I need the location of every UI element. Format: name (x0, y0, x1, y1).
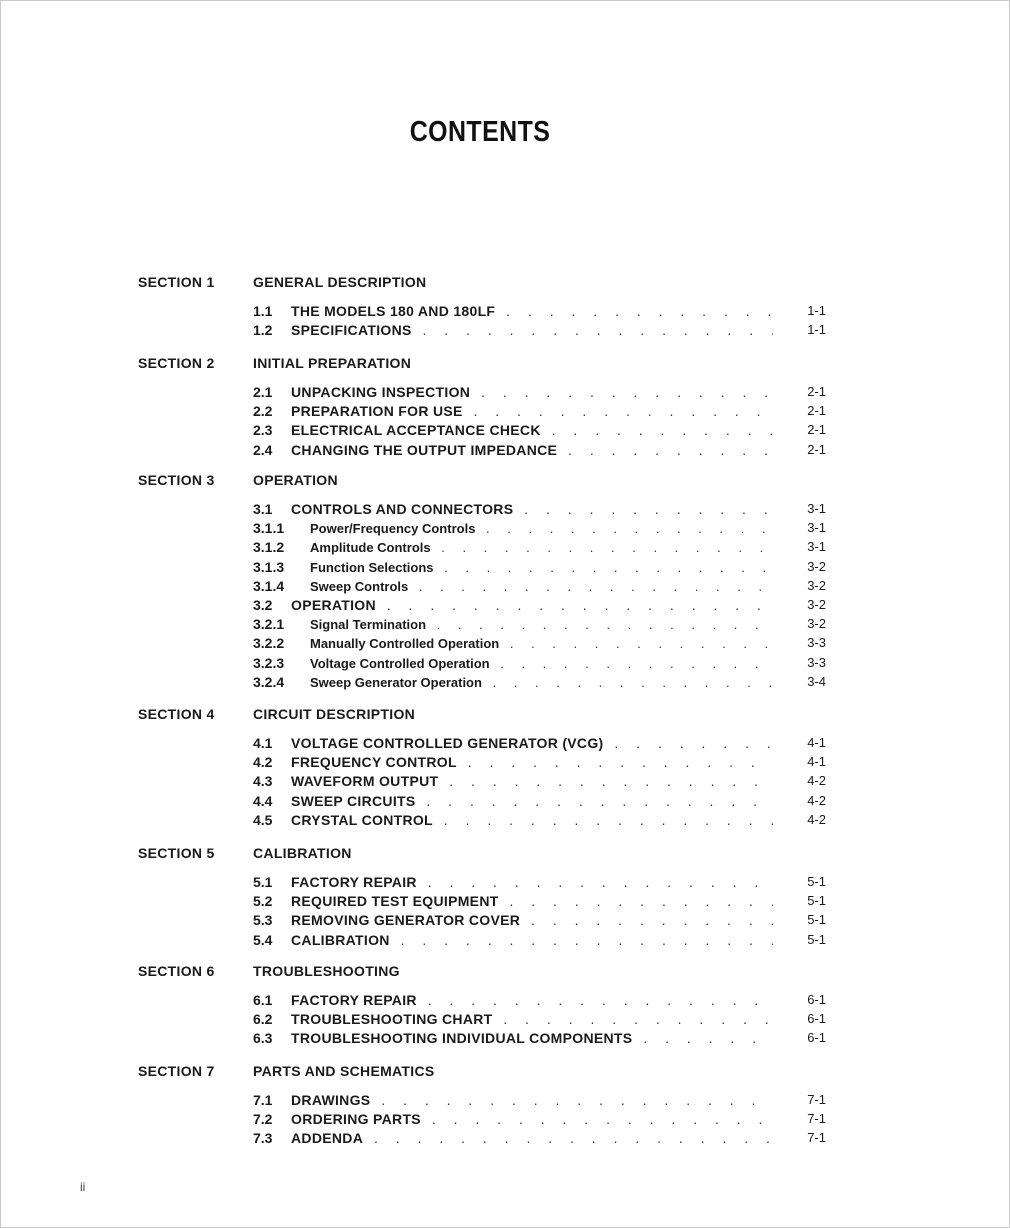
entry-number: 6.3 (253, 1030, 273, 1047)
entry-page-number: 5-1 (807, 931, 826, 947)
entry-number: 6.2 (253, 1011, 273, 1028)
toc-entry[interactable] (253, 635, 826, 654)
entry-page-number: 2-1 (807, 403, 826, 419)
toc-entry[interactable] (253, 874, 826, 893)
entry-number: 3.1.4 (253, 577, 285, 594)
toc-entry[interactable] (253, 539, 826, 558)
entry-title: FACTORY REPAIR . . . (291, 992, 773, 1008)
entry-title: Signal Termination . . . (310, 617, 773, 632)
section-label: SECTION 7 (138, 1063, 215, 1079)
entry-title: Function Selections . . . (310, 560, 773, 575)
toc-entry[interactable] (253, 1092, 826, 1111)
section-label: SECTION 2 (138, 355, 215, 371)
entry-page-number: 3-1 (807, 501, 826, 516)
section-title: GENERAL DESCRIPTION (253, 274, 427, 290)
entry-page-number: 5-1 (807, 893, 826, 909)
entry-title: CALIBRATION . . . (291, 932, 773, 948)
entry-title: CHANGING THE OUTPUT IMPEDANCE . . . (291, 442, 773, 458)
entry-title: TROUBLESHOOTING INDIVIDUAL COMPONENTS . . . (291, 1030, 773, 1046)
entry-title: OPERATION . . . (291, 597, 773, 613)
entry-number: 2.1 (253, 384, 273, 400)
entry-title: VOLTAGE CONTROLLED GENERATOR (VCG) . . . (291, 735, 773, 751)
toc-entry[interactable] (253, 754, 826, 773)
toc-entry[interactable] (253, 735, 826, 754)
entry-page-number: 6-1 (807, 992, 826, 1007)
entry-page-number: 4-2 (807, 773, 826, 789)
entry-number: 3.2.2 (253, 635, 285, 652)
toc-entry[interactable] (253, 403, 826, 422)
entry-number: 4.3 (253, 773, 273, 790)
toc-entry[interactable] (253, 893, 826, 912)
toc-entry[interactable] (253, 597, 826, 616)
entry-page-number: 5-1 (807, 874, 826, 889)
toc-entry[interactable] (253, 912, 826, 931)
entry-number: 6.1 (253, 992, 273, 1008)
entry-number: 2.3 (253, 422, 273, 439)
entry-number: 7.1 (253, 1092, 273, 1108)
toc-entry[interactable] (253, 520, 826, 539)
entry-number: 4.2 (253, 754, 273, 771)
toc-entry[interactable] (253, 812, 826, 831)
entry-page-number: 4-2 (807, 811, 826, 827)
toc-entry[interactable] (253, 578, 826, 597)
entry-page-number: 3-1 (807, 520, 826, 536)
entry-title: CRYSTAL CONTROL . . . (291, 812, 773, 828)
toc-entry[interactable] (253, 501, 826, 520)
toc-entry[interactable] (253, 322, 826, 341)
section-label: SECTION 5 (138, 845, 215, 861)
entry-title: UNPACKING INSPECTION . . . (291, 384, 773, 400)
entry-number: 3.2.4 (253, 673, 285, 690)
entry-page-number: 6-1 (807, 1011, 826, 1027)
entry-number: 3.2 (253, 597, 273, 613)
entry-title: Sweep Controls . . . (310, 579, 773, 594)
toc-entry[interactable] (253, 793, 826, 812)
toc-entry[interactable] (253, 303, 826, 322)
entry-number: 4.4 (253, 792, 273, 809)
entry-page-number: 1-1 (807, 303, 826, 318)
section-title: CIRCUIT DESCRIPTION (253, 706, 416, 722)
toc-entry[interactable] (253, 442, 826, 461)
entry-title: SPECIFICATIONS . . . (291, 322, 773, 338)
entry-title: Manually Controlled Operation . . . (310, 636, 773, 651)
entry-number: 3.1.3 (253, 558, 285, 575)
entry-page-number: 4-2 (807, 792, 826, 808)
section-title: CALIBRATION (253, 845, 352, 861)
entry-page-number: 3-3 (807, 654, 826, 670)
entry-page-number: 1-1 (807, 322, 826, 338)
entry-page-number: 7-1 (807, 1111, 826, 1127)
entry-page-number: 3-1 (807, 539, 826, 555)
entry-title: REQUIRED TEST EQUIPMENT . . . (291, 893, 773, 909)
entry-title: FREQUENCY CONTROL . . . (291, 754, 773, 770)
entry-page-number: 3-2 (807, 577, 826, 593)
entry-title: Amplitude Controls . . . (310, 540, 773, 555)
entry-page-number: 4-1 (807, 754, 826, 770)
entry-title: Sweep Generator Operation . . . (310, 675, 773, 690)
entry-page-number: 7-1 (807, 1130, 826, 1146)
entry-title: REMOVING GENERATOR COVER . . . (291, 912, 773, 928)
entry-number: 5.1 (253, 874, 273, 890)
entry-number: 3.1.2 (253, 539, 285, 556)
section-title: OPERATION (253, 472, 338, 488)
entry-number: 3.2.3 (253, 654, 285, 671)
toc-entry[interactable] (253, 616, 826, 635)
toc-entry[interactable] (253, 1011, 826, 1030)
toc-entry[interactable] (253, 1130, 826, 1149)
entry-page-number: 7-1 (807, 1092, 826, 1107)
entry-number: 1.1 (253, 303, 273, 319)
entry-page-number: 3-2 (807, 558, 826, 574)
entry-page-number: 2-1 (807, 384, 826, 399)
entry-page-number: 3-4 (807, 673, 826, 689)
toc-entry[interactable] (253, 384, 826, 403)
entry-title: CONTROLS AND CONNECTORS . . . (291, 501, 773, 517)
entry-title: SWEEP CIRCUITS . . . (291, 793, 773, 809)
toc-entry[interactable] (253, 655, 826, 674)
entry-title: FACTORY REPAIR . . . (291, 874, 773, 890)
entry-number: 3.2.1 (253, 616, 285, 633)
entry-page-number: 3-3 (807, 635, 826, 651)
entry-title: THE MODELS 180 AND 180LF . . . (291, 303, 773, 319)
entry-number: 4.1 (253, 735, 273, 751)
entry-number: 5.2 (253, 893, 273, 910)
entry-page-number: 6-1 (807, 1030, 826, 1046)
toc-entry[interactable] (253, 932, 826, 951)
section-label: SECTION 3 (138, 472, 215, 488)
entry-title: ELECTRICAL ACCEPTANCE CHECK . . . (291, 422, 773, 438)
entry-page-number: 5-1 (807, 912, 826, 928)
entry-title: DRAWINGS . . . (291, 1092, 773, 1108)
page-number: ii (80, 1180, 86, 1194)
entry-page-number: 4-1 (807, 735, 826, 750)
entry-number: 7.3 (253, 1130, 273, 1147)
entry-title: WAVEFORM OUTPUT . . . (291, 773, 773, 789)
entry-title: Power/Frequency Controls . . . (310, 521, 773, 536)
entry-number: 5.3 (253, 912, 273, 929)
entry-number: 2.4 (253, 441, 273, 458)
toc-entry[interactable] (253, 1111, 826, 1130)
entry-number: 3.1 (253, 501, 273, 517)
entry-page-number: 2-1 (807, 422, 826, 438)
toc-entry[interactable] (253, 559, 826, 578)
section-title: INITIAL PREPARATION (253, 355, 412, 371)
toc-entry[interactable] (253, 674, 826, 693)
page-title: CONTENTS (409, 116, 551, 148)
toc-entry[interactable] (253, 773, 826, 792)
section-title: TROUBLESHOOTING (253, 963, 400, 979)
section-label: SECTION 4 (138, 706, 215, 722)
toc-entry[interactable] (253, 422, 826, 441)
entry-number: 4.5 (253, 811, 273, 828)
section-title: PARTS AND SCHEMATICS (253, 1063, 435, 1079)
entry-title: ADDENDA . . . (291, 1130, 773, 1146)
entry-number: 2.2 (253, 403, 273, 420)
section-label: SECTION 1 (138, 274, 215, 290)
entry-title: Voltage Controlled Operation . . . (310, 656, 773, 671)
entry-page-number: 3-2 (807, 597, 826, 612)
toc-entry[interactable] (253, 992, 826, 1011)
entry-title: TROUBLESHOOTING CHART . . . (291, 1011, 773, 1027)
entry-number: 5.4 (253, 931, 273, 948)
entry-title: ORDERING PARTS . . . (291, 1111, 773, 1127)
entry-number: 3.1.1 (253, 520, 285, 537)
entry-title: PREPARATION FOR USE . . . (291, 403, 773, 419)
entry-number: 7.2 (253, 1111, 273, 1128)
toc-entry[interactable] (253, 1030, 826, 1049)
section-label: SECTION 6 (138, 963, 215, 979)
entry-page-number: 3-2 (807, 616, 826, 632)
entry-page-number: 2-1 (807, 441, 826, 457)
entry-number: 1.2 (253, 322, 273, 339)
